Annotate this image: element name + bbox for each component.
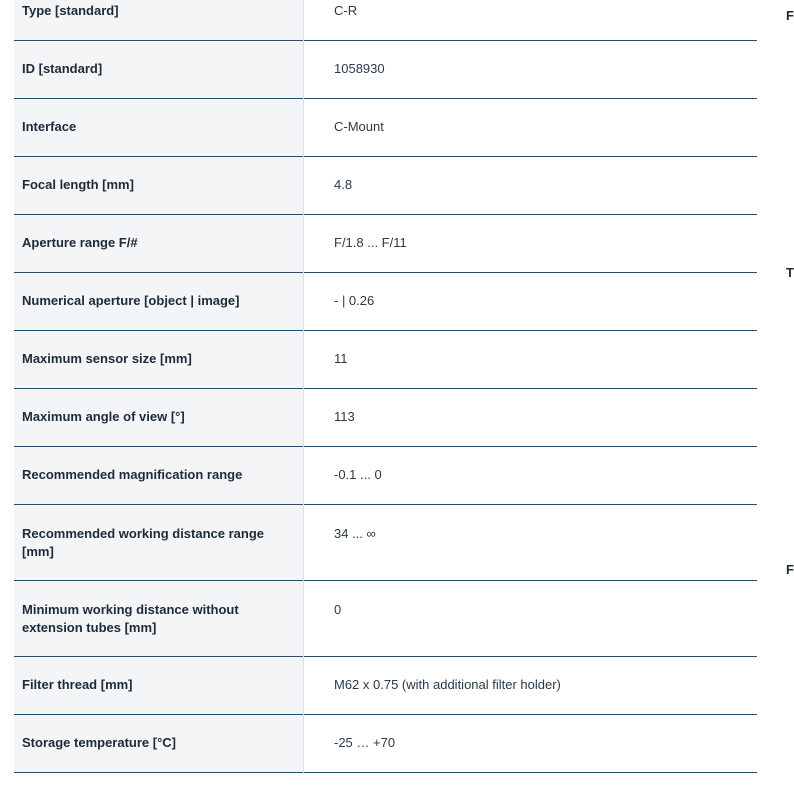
spec-label: ID [standard] [14,40,304,98]
table-row [14,156,757,214]
spec-table [14,0,757,773]
side-heading-fragment: F [786,8,794,23]
spec-value: F/1.8 ... F/11 [334,235,407,250]
spec-label: Storage temperature [°C] [14,714,304,772]
table-row [14,40,757,98]
spec-label: Numerical aperture [object | image] [14,272,304,330]
spec-value: 34 ... ∞ [334,525,376,541]
table-row [14,580,757,656]
spec-label: Minimum working distance without extension tubes [mm] [14,580,304,656]
side-heading-fragment: T [786,265,794,280]
spec-label: Maximum angle of view [°] [14,388,304,446]
spec-value: 11 [334,351,348,366]
table-row [14,98,757,156]
spec-value: C-R [334,2,358,18]
spec-label: Type [standard] [14,0,304,40]
spec-label: Aperture range F/# [14,214,304,272]
spec-label: Filter thread [mm] [14,656,304,714]
spec-label: Focal length [mm] [14,156,304,214]
table-row [14,714,757,772]
table-row [14,446,757,504]
spec-label: Recommended working distance range [mm] [14,504,304,580]
table-row [14,656,757,714]
side-heading-fragment: F [786,562,794,577]
table-row [14,0,757,40]
spec-value: -25 … +70 [334,735,396,750]
table-row [14,272,757,330]
spec-value: 4.8 [334,177,353,192]
spec-value: 0 [334,601,342,617]
spec-label: Interface [14,98,304,156]
spec-value: 1058930 [334,61,385,76]
table-row [14,330,757,388]
spec-value: M62 x 0.75 (with additional filter holder) [334,677,561,692]
spec-label: Recommended magnification range [14,446,304,504]
table-row [14,214,757,272]
spec-value: C-Mount [334,119,384,134]
spec-value: -0.1 ... 0 [334,467,382,482]
spec-value: - | 0.26 [334,293,375,308]
table-row [14,504,757,580]
spec-value: 113 [334,409,355,424]
table-row [14,388,757,446]
spec-label: Maximum sensor size [mm] [14,330,304,388]
